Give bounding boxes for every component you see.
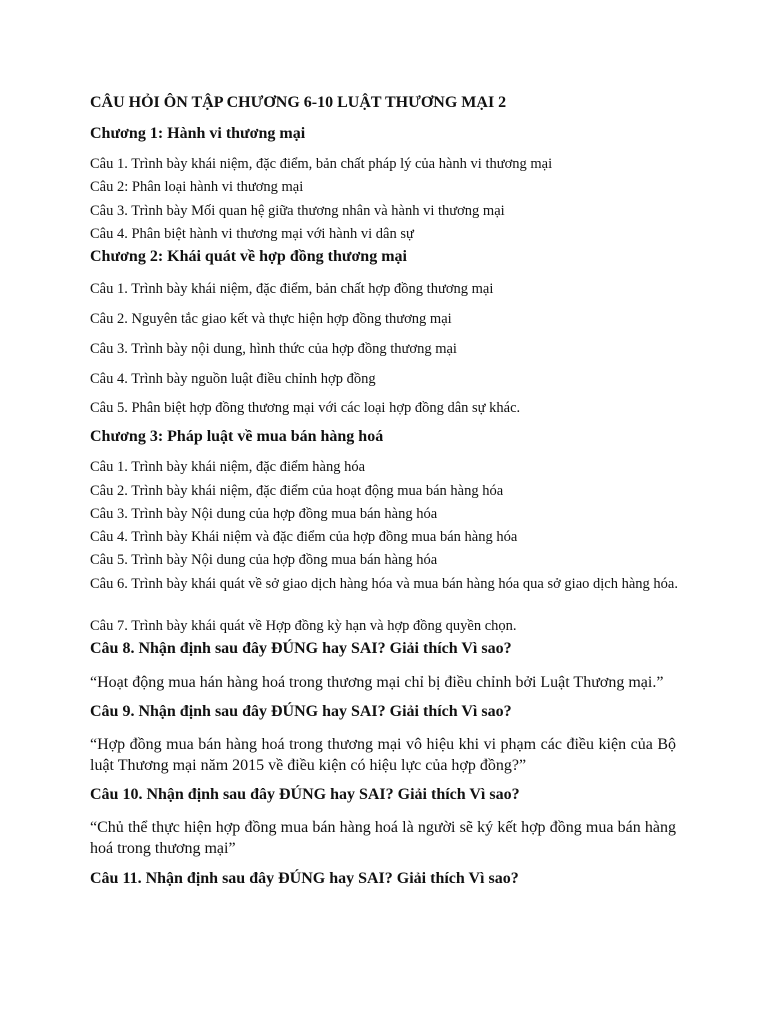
chapter-1-question: Câu 1. Trình bày khái niệm, đặc điểm, bản chất pháp lý của hành vi thương mại — [90, 156, 553, 172]
chapter-2-question: Câu 1. Trình bày khái niệm, đặc điểm, bản chất hợp đồng thương mại — [90, 281, 494, 297]
chapter-2-heading: Chương 2: Khái quát về hợp đồng thương mại — [90, 248, 407, 265]
chapter-3-question: Câu 2. Trình bày khái niệm, đặc điểm của hoạt động mua bán hàng hóa — [90, 483, 504, 499]
statement-quote: “Hợp đồng mua bán hàng hoá trong thương mại vô hiệu khi vi phạm các điều kiện của Bộ luật Thương mại năm 2015 về điều kiện có hiệu lực của hợp đồng?” — [90, 736, 676, 774]
chapter-2-question: Câu 5. Phân biệt hợp đồng thương mại với các loại hợp đồng dân sự khác. — [90, 400, 521, 416]
chapter-2-question: Câu 4. Trình bày nguồn luật điều chỉnh hợp đồng — [90, 371, 376, 387]
chapter-2-question: Câu 3. Trình bày nội dung, hình thức của hợp đồng thương mại — [90, 341, 457, 357]
statement-quote: “Chủ thể thực hiện hợp đồng mua bán hàng hoá là người sẽ ký kết hợp đồng mua bán hàng hoá trong thương mại” — [90, 819, 676, 857]
chapter-3-question: Câu 3. Trình bày Nội dung của hợp đồng mua bán hàng hóa — [90, 506, 438, 522]
statement-heading: Câu 9. Nhận định sau đây ĐÚNG hay SAI? Giải thích Vì sao? — [90, 703, 512, 720]
chapter-1-heading: Chương 1: Hành vi thương mại — [90, 125, 306, 142]
chapter-1-question: Câu 3. Trình bày Mối quan hệ giữa thương nhân và hành vi thương mại — [90, 203, 505, 219]
document-title: CÂU HỎI ÔN TẬP CHƯƠNG 6-10 LUẬT THƯƠNG MẠI 2 — [90, 94, 507, 111]
statement-heading: Câu 11. Nhận định sau đây ĐÚNG hay SAI? Giải thích Vì sao? — [90, 870, 519, 887]
chapter-3-question: Câu 1. Trình bày khái niệm, đặc điểm hàng hóa — [90, 459, 366, 475]
chapter-3-question: Câu 6. Trình bày khái quát về sở giao dịch hàng hóa và mua bán hàng hóa qua sở giao dịch hàng hóa. — [90, 576, 678, 592]
chapter-3-question: Câu 5. Trình bày Nội dung của hợp đồng mua bán hàng hóa — [90, 552, 438, 568]
chapter-3-question: Câu 4. Trình bày Khái niệm và đặc điểm của hợp đồng mua bán hàng hóa — [90, 529, 518, 545]
statement-quote: “Hoạt động mua hán hàng hoá trong thương mại chỉ bị điều chỉnh bởi Luật Thương mại.” — [90, 674, 664, 691]
chapter-1-question: Câu 2: Phân loại hành vi thương mại — [90, 179, 304, 195]
chapter-3-heading: Chương 3: Pháp luật về mua bán hàng hoá — [90, 428, 384, 445]
statement-heading: Câu 8. Nhận định sau đây ĐÚNG hay SAI? Giải thích Vì sao? — [90, 640, 512, 657]
chapter-3-question: Câu 7. Trình bày khái quát về Hợp đồng kỳ hạn và hợp đồng quyền chọn. — [90, 618, 517, 634]
statement-heading: Câu 10. Nhận định sau đây ĐÚNG hay SAI? Giải thích Vì sao? — [90, 786, 520, 803]
chapter-1-question: Câu 4. Phân biệt hành vi thương mại với hành vi dân sự — [90, 226, 414, 242]
chapter-2-question: Câu 2. Nguyên tắc giao kết và thực hiện hợp đồng thương mại — [90, 311, 452, 327]
